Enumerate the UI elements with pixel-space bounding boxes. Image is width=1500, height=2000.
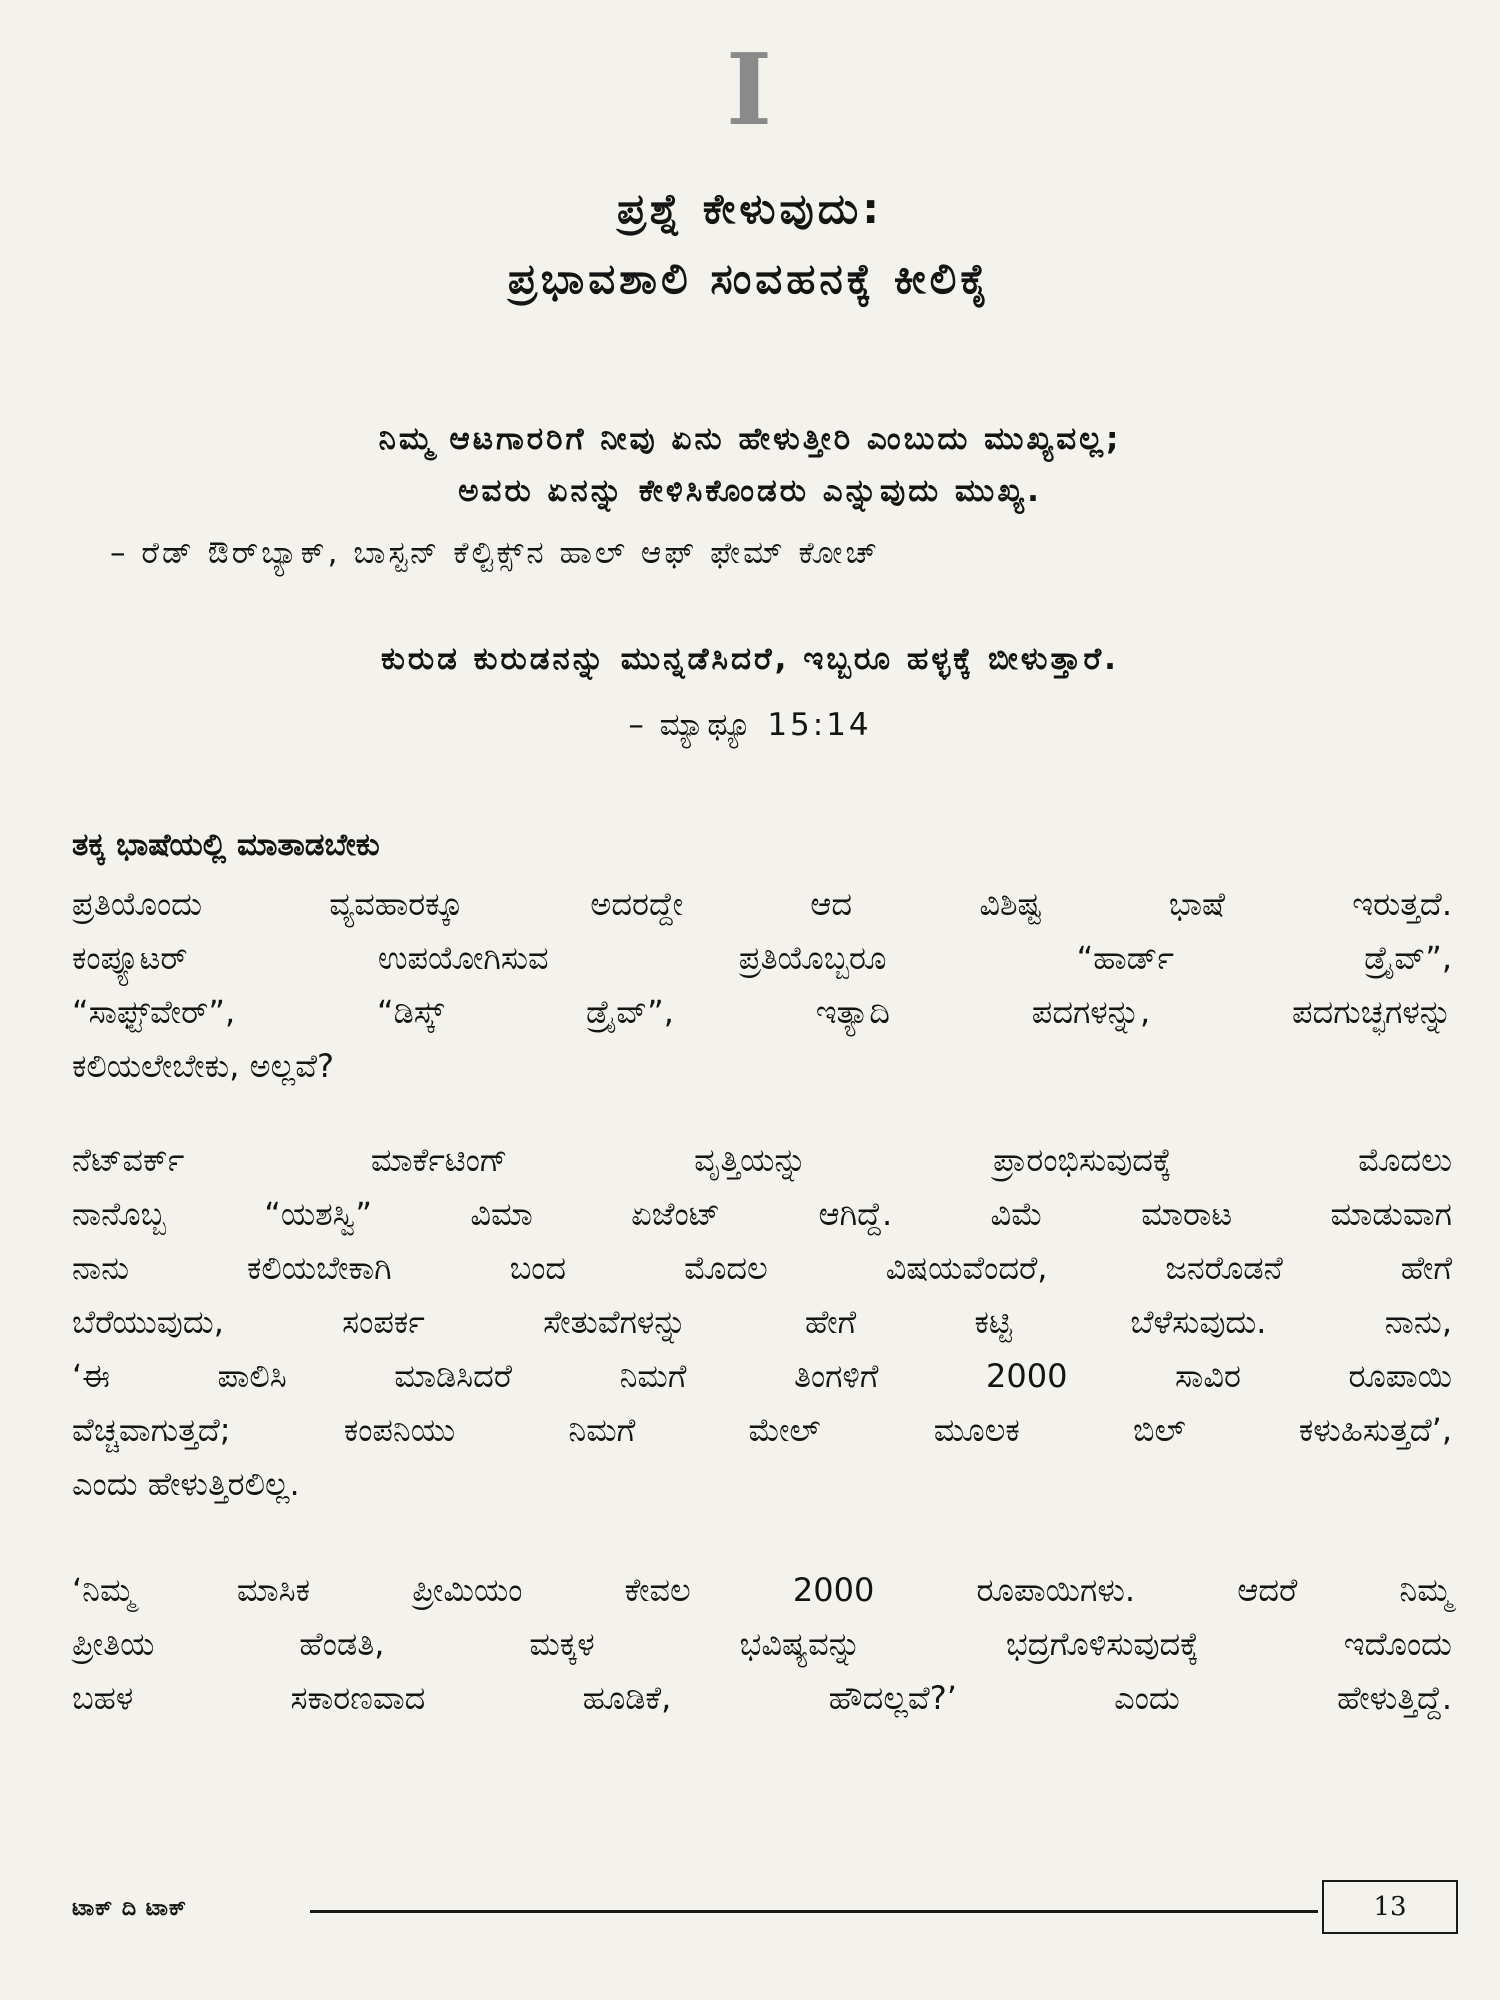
paragraph-line: “ಸಾಫ್ಟ್‌ವೇರ್”, “ಡಿಸ್ಕ್ ಡ್ರೈವ್”, ಇತ್ಯಾದಿ ಪದಗಳನ್ನು, ಪದಗುಚ್ಛಗಳನ್ನು (72, 993, 1452, 1031)
paragraph-line: ವೆಚ್ಚವಾಗುತ್ತದೆ; ಕಂಪನಿಯು ನಿಮಗೆ ಮೇಲ್ ಮೂಲಕ ಬಿಲ್ ಕಳುಹಿಸುತ್ತದೆ’, (72, 1411, 1452, 1449)
epigraph-2-quote: ಕುರುಡ ಕುರುಡನನ್ನು ಮುನ್ನಡೆಸಿದರೆ, ಇಬ್ಬರೂ ಹಳ್ಳಕ್ಕೆ ಬೀಳುತ್ತಾರೆ. (381, 641, 1119, 677)
paragraph-1 (72, 885, 1452, 1104)
paragraph-line: ‘ನಿಮ್ಮ ಮಾಸಿಕ ಪ್ರೀಮಿಯಂ ಕೇವಲ 2000 ರೂಪಾಯಿಗಳು. ಆದರೆ ನಿಮ್ಮ (72, 1571, 1452, 1609)
epigraph-1-attribution: – ರೆಡ್ ಔರ್‌ಬ್ಯಾಕ್, ಬಾಸ್ಟನ್ ಕೆಲ್ಟಿಕ್ಸ್‌ನ ಹಾಲ್ ಆಫ್ ಫೇಮ್ ಕೋಚ್ (110, 535, 880, 571)
paragraph-3 (72, 1571, 1452, 1736)
section-heading: ತಕ್ಕ ಭಾಷೆಯಲ್ಲಿ ಮಾತಾಡಬೇಕು (72, 827, 380, 863)
paragraph-line: ನೆಟ್‌ವರ್ಕ್ ಮಾರ್ಕೆಟಿಂಗ್ ವೃತ್ತಿಯನ್ನು ಪ್ರಾರಂಭಿಸುವುದಕ್ಕೆ ಮೊದಲು (72, 1141, 1452, 1179)
paragraph-line: ನಾನು ಕಲಿಯಬೇಕಾಗಿ ಬಂದ ಮೊದಲ ವಿಷಯವೆಂದರೆ, ಜನರೊಡನೆ ಹೇಗೆ (72, 1249, 1452, 1287)
paragraph-line: ಕಂಪ್ಯೂಟರ್ ಉಪಯೋಗಿಸುವ ಪ್ರತಿಯೊಬ್ಬರೂ “ಹಾರ್ಡ್ ಡ್ರೈವ್”, (72, 939, 1452, 977)
paragraph-line: ‘ಈ ಪಾಲಿಸಿ ಮಾಡಿಸಿದರೆ ನಿಮಗೆ ತಿಂಗಳಿಗೆ 2000 ಸಾವಿರ ರೂಪಾಯಿ (72, 1357, 1452, 1395)
footer-rule (310, 1910, 1318, 1913)
paragraph-line: ಪ್ರತಿಯೊಂದು ವ್ಯವಹಾರಕ್ಕೂ ಅದರದ್ದೇ ಆದ ವಿಶಿಷ್ಟ ಭಾಷೆ ಇರುತ್ತದೆ. (72, 885, 1452, 923)
paragraph-2 (72, 1141, 1452, 1522)
running-footer-title: ಟಾಕ್ ದಿ ಟಾಕ್ (72, 1896, 187, 1921)
epigraph-2-attribution: – ಮ್ಯಾಥ್ಯೂ 15:14 (628, 707, 872, 743)
page-footer (72, 1880, 1458, 1936)
paragraph-line: ಬೆರೆಯುವುದು, ಸಂಪರ್ಕ ಸೇತುವೆಗಳನ್ನು ಹೇಗೆ ಕಟ್ಟಿ ಬೆಳೆಸುವುದು. ನಾನು, (72, 1303, 1452, 1341)
paragraph-line: ಬಹಳ ಸಕಾರಣವಾದ ಹೂಡಿಕೆ, ಹೌದಲ್ಲವೆ?’ ಎಂದು ಹೇಳುತ್ತಿದ್ದೆ. (72, 1679, 1452, 1717)
chapter-numeral: I (726, 33, 774, 148)
epigraph-1-quote-line-2: ಅವರು ಏನನ್ನು ಕೇಳಿಸಿಕೊಂಡರು ಎನ್ನುವುದು ಮುಖ್ಯ. (458, 473, 1042, 509)
chapter-title-line-1: ಪ್ರಶ್ನೆ ಕೇಳುವುದು: (616, 184, 884, 233)
chapter-title-line-2: ಪ್ರಭಾವಶಾಲಿ ಸಂವಹನಕ್ಕೆ ಕೀಲಿಕೈ (507, 254, 993, 303)
paragraph-line: ನಾನೊಬ್ಬ “ಯಶಸ್ವಿ” ವಿಮಾ ಏಜೆಂಟ್ ಆಗಿದ್ದೆ. ವಿಮೆ ಮಾರಾಟ ಮಾಡುವಾಗ (72, 1195, 1452, 1233)
paragraph-line: ಕಲಿಯಲೇಬೇಕು, ಅಲ್ಲವೆ? (72, 1047, 335, 1085)
paragraph-line: ಪ್ರೀತಿಯ ಹೆಂಡತಿ, ಮಕ್ಕಳ ಭವಿಷ್ಯವನ್ನು ಭದ್ರಗೊಳಿಸುವುದಕ್ಕೆ ಇದೊಂದು (72, 1625, 1452, 1663)
epigraph-1-quote-line-1: ನಿಮ್ಮ ಆಟಗಾರರಿಗೆ ನೀವು ಏನು ಹೇಳುತ್ತೀರಿ ಎಂಬುದು ಮುಖ್ಯವಲ್ಲ; (378, 421, 1122, 457)
page-number: 13 (1322, 1880, 1458, 1934)
paragraph-line: ಎಂದು ಹೇಳುತ್ತಿರಲಿಲ್ಲ. (72, 1465, 300, 1503)
